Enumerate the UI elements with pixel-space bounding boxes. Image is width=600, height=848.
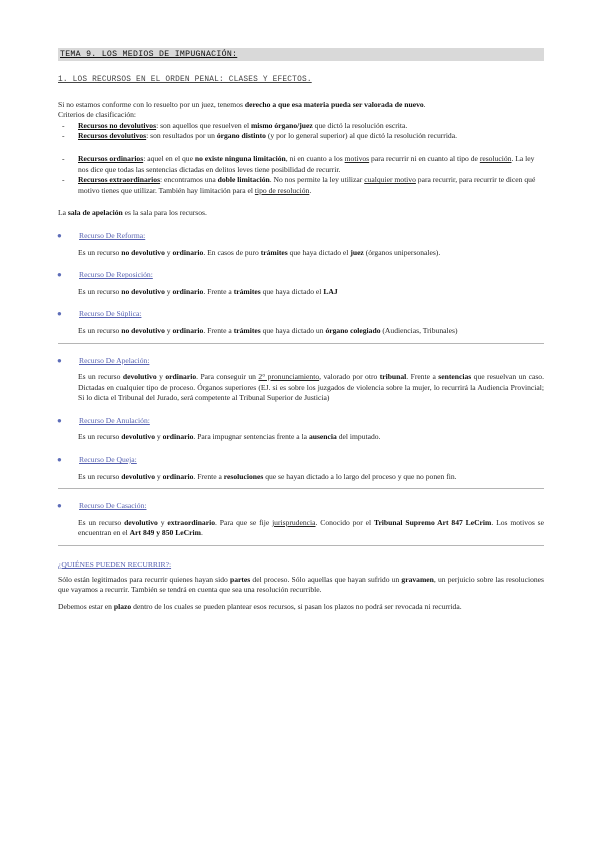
text-run: que haya dictado el: [287, 247, 351, 257]
text-run: . Para que se fije: [215, 517, 273, 527]
recurso-title: [58, 270, 544, 281]
text-run: . Frente a: [193, 471, 224, 481]
bold-run: devolutivo: [121, 432, 155, 442]
type-text: .: [309, 185, 312, 195]
type-underline: motivos: [344, 153, 370, 163]
text-run: y: [164, 325, 173, 335]
text-run: Debemos estar en: [58, 601, 114, 611]
bold-run: no devolutivo: [121, 325, 165, 335]
bold-run: órgano colegiado: [325, 325, 381, 335]
bold-run: ordinario: [162, 432, 194, 442]
underline-run: jurisprudencia: [272, 517, 316, 527]
type-text: : aquel en el que: [143, 153, 195, 163]
bold-run: partes: [230, 574, 251, 584]
text-run: dentro de los cuales se pueden plantear esos recursos, si pasan los plazos no podrá ser revocada ni recurrida.: [131, 601, 462, 611]
type-item: [58, 154, 544, 175]
intro-text: Si no estamos conforme con lo resuelto por un juez, tenemos: [58, 99, 245, 109]
bold-run: extraordinario: [167, 517, 216, 527]
bullet-icon: ●: [57, 270, 62, 280]
recursos-list: [58, 231, 544, 546]
recurso-description: [58, 518, 544, 539]
text-run: Es un recurso: [78, 517, 125, 527]
criteria-bold: órgano distinto: [216, 131, 266, 141]
text-run: . Frente a: [406, 372, 439, 382]
text-run: del imputado.: [336, 432, 381, 442]
bold-run: devolutivo: [122, 372, 157, 382]
criteria-term: Recursos no devolutivos: [78, 120, 157, 130]
bold-run: ordinario: [172, 247, 204, 257]
criteria-label: Criterios de clasificación:: [58, 110, 137, 120]
bold-run: devolutivo: [121, 471, 155, 481]
bold-run: ausencia: [308, 432, 337, 442]
text-run: y: [155, 432, 163, 442]
intro-text-end: .: [423, 99, 426, 109]
divider: [58, 343, 544, 344]
text-run: y: [155, 471, 163, 481]
bold-run: tribunal: [379, 372, 407, 382]
bold-run: no devolutivo: [121, 247, 165, 257]
quienes-paragraph-1: [58, 575, 544, 596]
text-run: .: [200, 528, 203, 538]
sala-text: La: [58, 208, 68, 218]
text-run: y: [164, 286, 173, 296]
text-run: Es un recurso: [78, 432, 122, 442]
text-run: . En casos de puro: [203, 247, 261, 257]
text-run: que resuelvan un caso. Dictadas en cualquier tipo de proceso. Órganos superiores (EJ. si es sobre los juzgados de violencia sobre la mujer, lo recurrirá la Audiencia Provincial; Si lo dicta el Tribunal del Jurado, será competente al Tribunal Superior de Justicia): [78, 372, 545, 403]
bold-run: trámites: [233, 325, 261, 335]
text-run: Es un recurso: [78, 325, 122, 335]
text-run: (órganos unipersonales).: [363, 247, 441, 257]
divider: [58, 488, 544, 489]
recurso-title: [58, 416, 544, 427]
type-item: [58, 175, 544, 196]
sala-bold: sala de apelación: [67, 208, 123, 218]
text-run: . Los motivos se encuentran en el: [78, 517, 544, 538]
types-list: [58, 154, 544, 196]
text-run: Es un recurso: [78, 286, 122, 296]
recurso-title: [58, 309, 544, 320]
text-run: , un perjuicio sobre las resoluciones que vayamos a recurrir. También se tendrá en cuenta que sea una resolución recurrible.: [58, 574, 544, 595]
bold-run: ordinario: [172, 325, 204, 335]
recurso-title: [58, 231, 544, 242]
recurso-title: [58, 455, 544, 466]
text-run: y: [157, 517, 168, 527]
document-page: [58, 48, 544, 612]
recurso-description: [58, 432, 544, 443]
bold-run: juez: [350, 247, 364, 257]
text-run: del proceso. Sólo aquellas que hayan sufrido un: [250, 574, 402, 584]
recurso-title-text: Recurso De Reforma:: [79, 230, 146, 240]
text-run: Es un recurso: [78, 372, 123, 382]
type-text: . La ley nos dice que todas las sentencias dictadas en delitos leves tiene posibilidad de recurrir.: [78, 153, 535, 174]
section-heading: 1. LOS RECURSOS EN EL ORDEN PENAL: CLASES Y EFECTOS.: [58, 76, 312, 84]
bold-run: plazo: [113, 601, 132, 611]
text-run: . Conocido por el: [315, 517, 374, 527]
text-run: . Para conseguir un: [196, 372, 259, 382]
text-run: que se hayan dictado a lo largo del proceso y que no ponen fin.: [263, 471, 457, 481]
type-text: para recurrir ni en cuanto al tipo de: [369, 153, 480, 163]
type-bold: no existe ninguna limitación: [194, 153, 286, 163]
divider: [58, 545, 544, 546]
bold-run: trámites: [260, 247, 288, 257]
sala-paragraph: [58, 208, 544, 219]
criteria-list: [58, 121, 544, 142]
sala-text: es la sala para los recursos.: [122, 208, 207, 218]
text-run: que haya dictado el: [260, 286, 324, 296]
recurso-description: [58, 287, 544, 298]
text-run: Es un recurso: [78, 471, 122, 481]
bullet-icon: ●: [57, 501, 62, 511]
criteria-text: : son aquellos que resuelven el: [156, 120, 251, 130]
recurso-title: [58, 501, 544, 512]
type-underline: cualquier motivo: [364, 175, 416, 185]
quienes-heading: ¿QUIÉNES PUEDEN RECURRIR?:: [58, 560, 172, 570]
recurso-description: [58, 372, 544, 404]
bullet-icon: ●: [57, 230, 62, 240]
text-run: . Para impugnar sentencias frente a la: [193, 432, 309, 442]
bold-run: LAJ: [323, 286, 338, 296]
recurso-title-text: Recurso De Reposición:: [79, 270, 153, 280]
criteria-item: [58, 121, 544, 132]
bold-run: no devolutivo: [121, 286, 165, 296]
bold-run: Tribunal Supremo Art 847 LeCrim: [373, 517, 492, 527]
recurso-description: [58, 326, 544, 337]
type-underline: resolución: [479, 153, 512, 163]
bold-run: resoluciones: [223, 471, 264, 481]
intro-paragraph: [58, 100, 544, 121]
text-run: . Frente a: [203, 325, 234, 335]
bullet-icon: ●: [57, 355, 62, 365]
criteria-item: [58, 131, 544, 142]
bold-run: Art 849 y 850 LeCrim: [129, 528, 201, 538]
bullet-icon: ●: [57, 455, 62, 465]
text-run: . Frente a: [203, 286, 234, 296]
type-term: Recursos ordinarios: [78, 153, 144, 163]
intro-bold: derecho a que esa materia pueda ser valorada de nuevo: [244, 99, 424, 109]
bold-run: devolutivo: [124, 517, 158, 527]
text-run: Es un recurso: [78, 247, 122, 257]
type-text: : encontramos una: [160, 175, 218, 185]
recurso-title-text: Recurso De Queja:: [79, 455, 137, 465]
type-bold: doble limitación: [217, 175, 270, 185]
text-run: que haya dictado un: [260, 325, 326, 335]
text-run: Sólo están legitimados para recurrir quienes hayan sido: [58, 574, 230, 584]
bold-run: ordinario: [162, 471, 194, 481]
chapter-heading: TEMA 9. LOS MEDIOS DE IMPUGNACIÓN:: [58, 48, 544, 61]
recurso-description: [58, 472, 544, 483]
recurso-description: [58, 248, 544, 259]
bold-run: ordinario: [172, 286, 204, 296]
type-text: , ni en cuanto a los: [285, 153, 345, 163]
recurso-title-text: Recurso De Anulación:: [79, 415, 150, 425]
criteria-bold: mismo órgano/juez: [250, 120, 313, 130]
criteria-text: (y por lo general superior) al que dictó la resolución recurrida.: [265, 131, 458, 141]
criteria-text: : son resultados por un: [146, 131, 217, 141]
bold-run: sentencias: [438, 372, 472, 382]
recurso-title: [58, 356, 544, 367]
bold-run: ordinario: [165, 372, 197, 382]
type-term: Recursos extraordinarios: [78, 175, 161, 185]
recurso-title-text: Recurso De Casación:: [79, 501, 147, 511]
bullet-icon: ●: [57, 309, 62, 319]
recurso-title-text: Recurso De Apelación:: [79, 355, 150, 365]
type-text: para recurrir, para recurrir te dicen qué motivo tienes que utilizar. También hay limitación para el: [78, 175, 536, 195]
text-run: , valorado por otro: [319, 372, 380, 382]
bold-run: trámites: [233, 286, 261, 296]
criteria-term: Recursos devolutivos: [78, 131, 147, 141]
type-underline: tipo de resolución: [254, 185, 310, 195]
type-text: . No nos permite la ley utilizar: [269, 175, 365, 185]
recurso-title-text: Recurso De Súplica:: [79, 309, 142, 319]
text-run: (Audiencias, Tribunales): [380, 325, 458, 335]
text-run: y: [164, 247, 173, 257]
quienes-paragraph-2: [58, 602, 544, 613]
bullet-icon: ●: [57, 415, 62, 425]
criteria-text: que dictó la resolución escrita.: [312, 120, 408, 130]
bold-run: gravamen: [401, 574, 434, 584]
text-run: y: [156, 372, 166, 382]
underline-run: 2° pronunciamiento: [258, 372, 320, 382]
